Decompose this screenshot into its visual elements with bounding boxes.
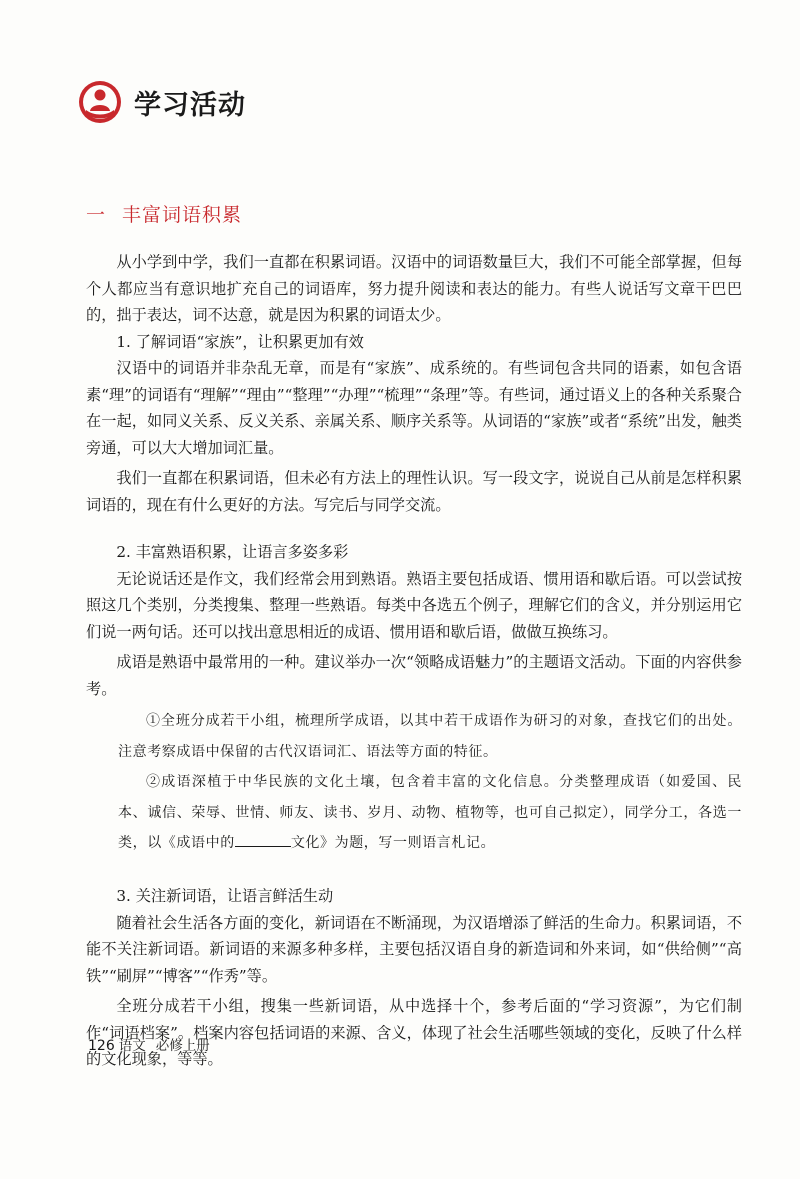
footer-subject: 语文: [118, 1038, 146, 1054]
fill-in-blank: [235, 834, 291, 847]
part1-paragraph-2: 我们一直都在积累词语，但未必有方法上的理性认识。写一段文字，说说自己从前是怎样积累词语的，现在有什么更好的方法。写完后与同学交流。: [86, 469, 742, 514]
section-title: [86, 200, 242, 227]
page-number: 126: [88, 1038, 115, 1054]
note-item-2-text-a: ②成语深植于中华民族的文化土壤，包含着丰富的文化信息。分类整理成语（如爱国、民本、诚信、荣辱、世情、师友、读书、岁月、动物、植物等，也可自己拟定），同学分工，各选一类，以《成语中的: [118, 774, 742, 851]
part2-heading: 2. 丰富熟语积累，让语言多姿多彩: [116, 543, 349, 561]
intro-paragraph: 从小学到中学，我们一直都在积累词语。汉语中的词语数量巨大，我们不可能全部掌握，但每个人都应当有意识地扩充自己的词语库，努力提升阅读和表达的能力。有些人说话写文章干巴巴的，拙于表达，词不达意，就是因为积累的词语太少。: [86, 253, 742, 324]
section-body: [86, 249, 742, 518]
part3-heading: 3. 关注新词语，让语言鲜活生动: [116, 887, 334, 905]
part3-paragraph-2: 全班分成若干小组，搜集一些新词语，从中选择十个，参考后面的“学习资源”，为它们制作“词语档案”。档案内容包括词语的来源、含义，体现了社会生活哪些领域的变化，反映了什么样的文化现象，等等。: [86, 997, 742, 1068]
note-item-2: [118, 767, 742, 859]
page-footer: [88, 1034, 210, 1054]
part2-block: [86, 539, 742, 859]
footer-volume: 必修上册: [155, 1038, 210, 1054]
part2-paragraph-2: 成语是熟语中最常用的一种。建议举办一次“领略成语魅力”的主题语文活动。下面的内容供参考。: [86, 653, 742, 698]
activity-header: [78, 80, 246, 124]
part1-heading: 1. 了解词语“家族”，让积累更加有效: [116, 332, 364, 351]
note-item-2-text-b: 文化》为题，写一则语言札记。: [290, 835, 496, 851]
study-activity-logo-icon: [78, 80, 122, 124]
part2-notes: [86, 706, 742, 859]
header-title: 学习活动: [134, 89, 246, 121]
part3-paragraph-1: 随着社会生活各方面的变化，新词语在不断涌现，为汉语增添了鲜活的生命力。积累词语，不能不关注新词语。新词语的来源多种多样，主要包括汉语自身的新造词和外来词，如“供给侧”“高铁”“刷屏”“博客”“作秀”等。: [86, 913, 742, 985]
section-number: 一: [86, 204, 107, 226]
part2-paragraph-1: 无论说话还是作文，我们经常会用到熟语。熟语主要包括成语、惯用语和歇后语。可以尝试按照这几个类别，分类搜集、整理一些熟语。每类中各选五个例子，理解它们的含义，并分别运用它们说一两句话。还可以找出意思相近的成语、惯用语和歇后语，做做互换练习。: [86, 569, 742, 641]
note-item-1: ①全班分成若干小组，梳理所学成语，以其中若干成语作为研习的对象，查找它们的出处。注意考察成语中保留的古代汉语词汇、语法等方面的特征。: [118, 713, 742, 760]
part1-paragraph-1: 汉语中的词语并非杂乱无章，而是有“家族”、成系统的。有些词包含共同的语素，如包含语素“理”的词语有“理解”“理由”“整理”“办理”“梳理”“条理”等。有些词，通过语义上的各种关系聚合在一起，如同义关系、反义关系、亲属关系、顺序关系等。从词语的“家族”或者“系统”出发，触类旁通，可以大大增加词汇量。: [86, 359, 742, 457]
section-title-text: 丰富词语积累: [122, 204, 243, 226]
